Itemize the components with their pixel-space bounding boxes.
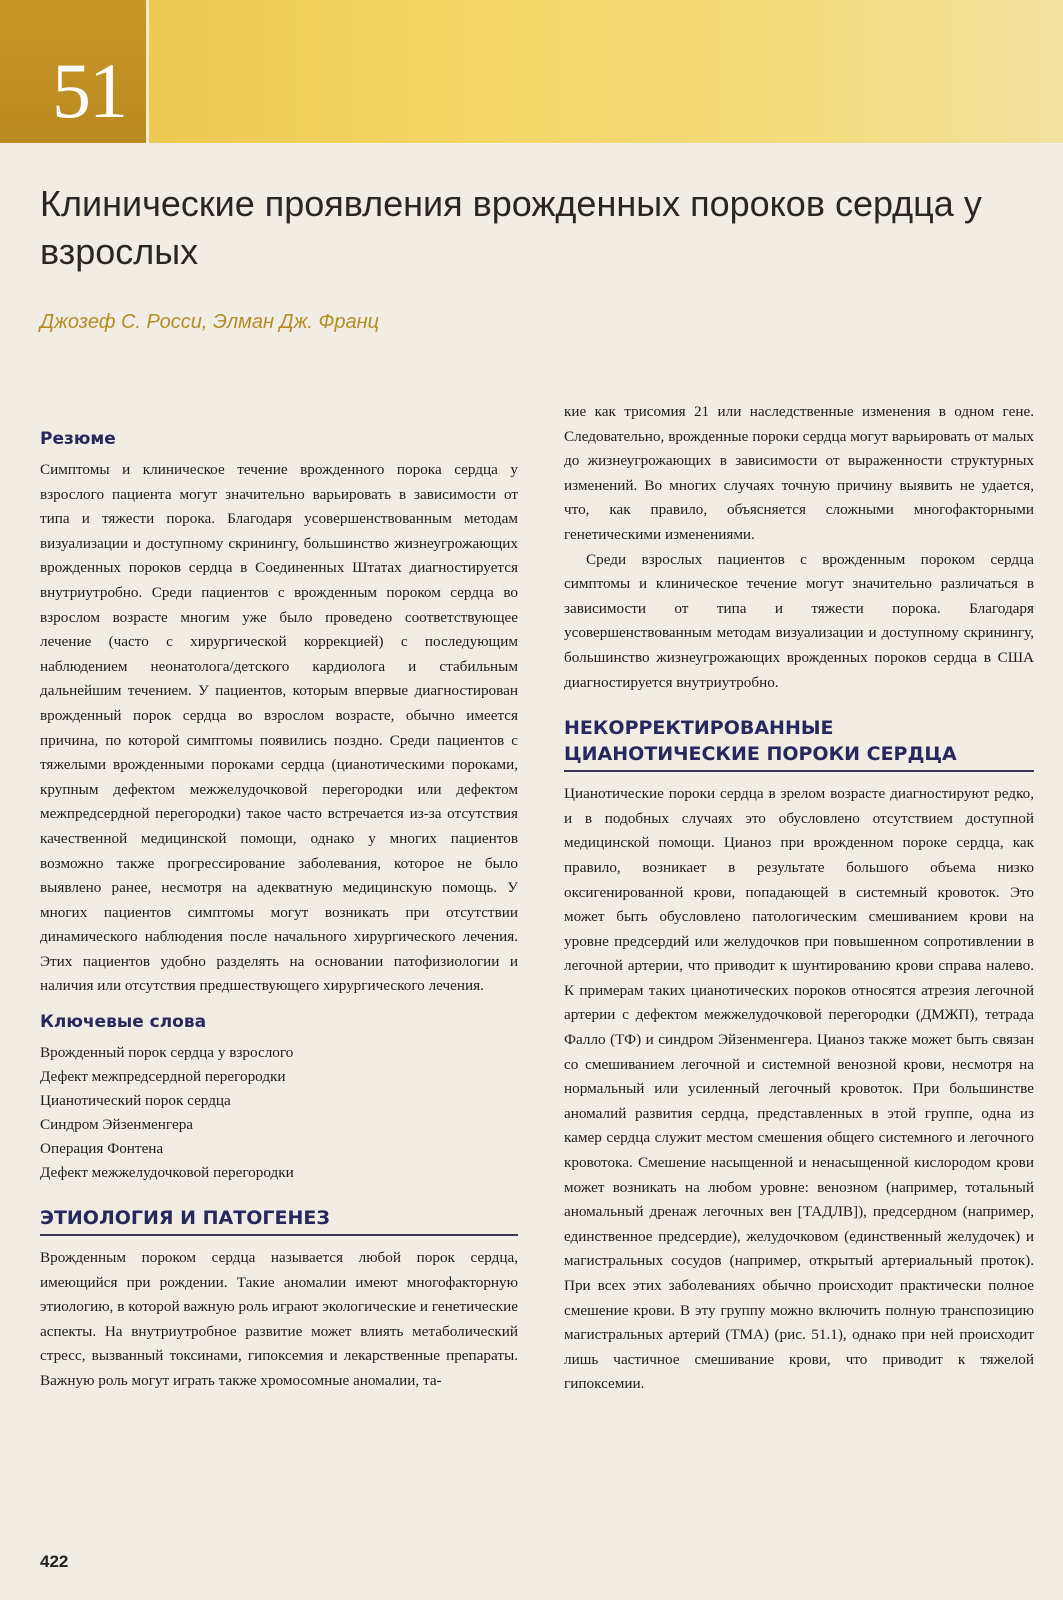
keyword-item: Врожденный порок сердца у взрослого <box>40 1044 294 1062</box>
etiology-text-continued: кие как трисомия 21 или наследственные изменения в одном гене. Следовательно, врожденные пороки сердца могут варьировать от малых до жизнеугрожающих в зависимости от выраженности структурных изменений. Во многих случаях точную причину выявить не удается, что, как правило, объясняется сложными многофакторными генетическими изменениями. <box>564 403 1034 543</box>
etiology-text: Врожденным пороком сердца называется любой порок сердца, имеющийся при рождении. Такие аномалии имеют многофакторную этиологию, в которой важную роль играют экологические и генетические аспекты. На внутриутробное развитие может влиять метаболический стресс, вызванный токсинами, гипоксемия и лекарственные препараты. Важную роль могут играть также хромосомные аномалии, та- <box>40 1249 518 1390</box>
keyword-item: Цианотический порок сердца <box>40 1092 231 1110</box>
right-column <box>564 400 1034 1397</box>
cyanotic-text: Цианотические пороки сердца в зрелом возрасте диагностируют редко, и в подобных случаях это обусловлено отсутствием доступной медицинской помощи. Цианоз при врожденном пороке сердца, как правило, возникает в результате большого объема низко оксигенированной крови, попадающей в системный кровоток. Это может быть обусловлено патологическим смешиванием крови на уровне предсердий или желудочков при повышенном сопротивлении в легочной артерии, что приводит к шунтированию крови справа налево. К примерам таких цианотических пороков относятся атрезия легочной артерии с дефектом межжелудочковой перегородки (ДМЖП), тетрада Фалло (ТФ) и синдром Эйзенменгера. Цианоз также может быть связан со смешиванием легочной и системной венозной крови, несмотря на нормальный или усиленный легочный кровоток. При большинстве аномалий развития сердца, представленных в этой группе, одна из камер сердца служит местом смешения общего системного и легочного кровотока. Смешение насыщенной и ненасыщенной кислородом крови может возникать на любом уровне: венозном (например, тотальный аномальный дренаж легочных вен [ТАДЛВ]), предсердном (например, единственное предсердие), желудочковом (единственный желудочек) и магистральных сосудов (например, открытый артериальный проток). При всех этих заболеваниях обычно происходит практически полное смешение крови. В эту группу можно включить полную транспозицию магистральных артерий (ТМА) (рис. 51.1), однако при ней происходит лишь частичное смешивание крови, что приводит к тяжелой гипоксемии. <box>564 785 1034 1393</box>
etiology-heading: ЭТИОЛОГИЯ И ПАТОГЕНЕЗ <box>40 1205 518 1236</box>
keywords-list <box>40 1041 518 1185</box>
chapter-banner <box>0 0 1063 143</box>
etiology-paragraph-2: Среди взрослых пациентов с врожденным пороком сердца симптомы и клиническое течение могут значительно различаться в зависимости от типа и тяжести порока. Благодаря усовершенствованным методам визуализации и доступному скринингу, большинство жизнеугрожающих врожденных пороков сердца в США диагностируется внутриутробно. <box>564 550 1034 691</box>
summary-text: Симптомы и клиническое течение врожденного порока сердца у взрослого пациента могут значительно варьировать в зависимости от типа и тяжести порока. Благодаря усовершенствованным методам визуализации и доступному скринингу, большинство жизнеугрожающих врожденных пороков сердца в Соединенных Штатах диагностируется внутриутробно. Среди пациентов с врожденным пороком сердца во взрослом возрасте многим уже было проведено соответствующее лечение (часто с хирургической коррекцией) с последующим наблюдением неонатолога/детского кардиолога и стабильным дальнейшим течением. У пациентов, которым впервые диагностирован врожденный порок сердца во взрослом возрасте, обычно имеется причина, по которой симптомы появились поздно. Среди пациентов с тяжелыми врожденными пороками сердца (цианотическими пороками, крупным дефектом межжелудочковой перегородки или дефектом межпредсердной перегородки) такое часто встречается из-за отсутствия качественной медицинской помощи, однако у многих пациентов возможно также прогрессирование заболевания, которое не было выявлено ранее, несмотря на адекватную медицинскую помощь. У многих пациентов симптомы могут возникать при отсутствии динамического наблюдения после начального хирургического лечения. Этих пациентов удобно разделять на основании патофизиологии и наличия или отсутствия предшествующего хирургического лечения. <box>40 461 518 995</box>
chapter-number: 51 <box>52 47 126 134</box>
cyanotic-heading: НЕКОРРЕКТИРОВАННЫЕ ЦИАНОТИЧЕСКИЕ ПОРОКИ СЕРДЦА <box>564 715 1034 772</box>
keywords-heading: Ключевые слова <box>40 1012 207 1033</box>
summary-heading: Резюме <box>40 429 116 449</box>
chapter-authors: Джозеф С. Росси, Элман Дж. Франц <box>40 311 380 333</box>
chapter-number-box <box>0 0 149 143</box>
keyword-item: Дефект межпредсердной перегородки <box>40 1068 286 1086</box>
keyword-item: Операция Фонтена <box>40 1140 164 1158</box>
page-number: 422 <box>40 1552 69 1571</box>
keyword-item: Синдром Эйзенменгера <box>40 1116 194 1134</box>
chapter-title: Клинические проявления врожденных пороков сердца у взрослых <box>40 183 982 272</box>
keyword-item: Дефект межжелудочковой перегородки <box>40 1164 294 1182</box>
left-column <box>40 428 518 1394</box>
